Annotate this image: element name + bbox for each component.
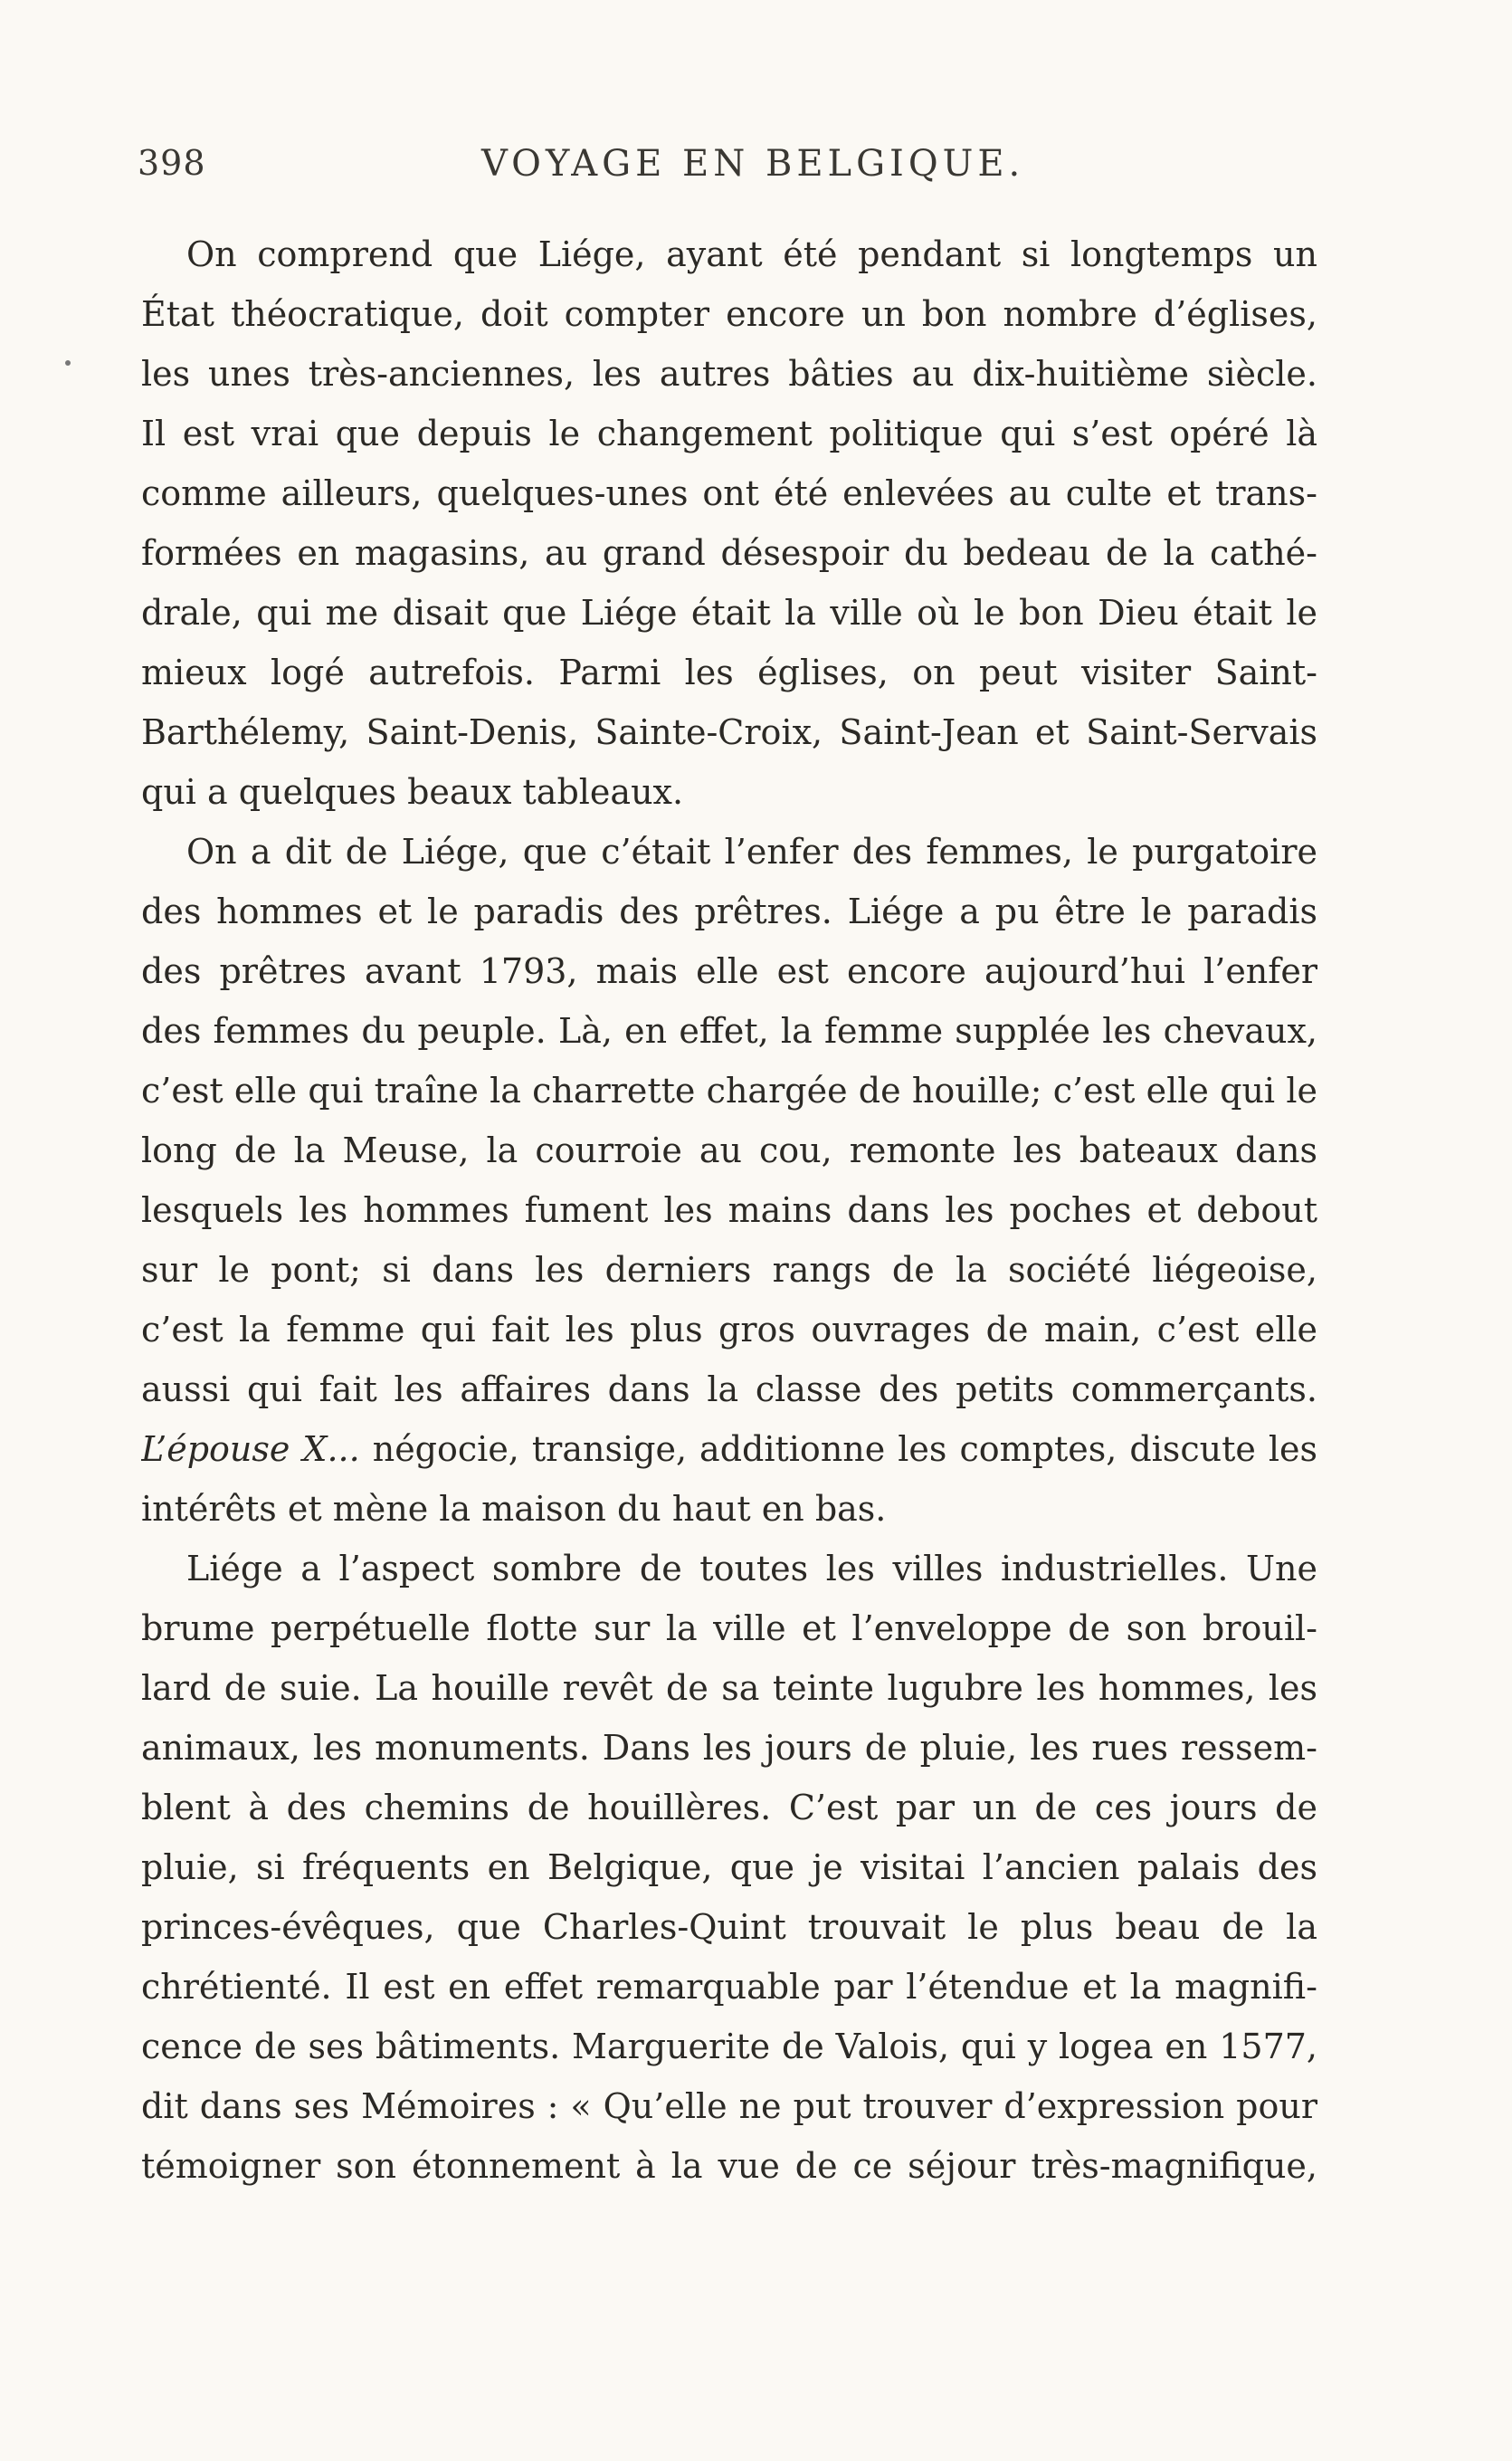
text-line: animaux, les monuments. Dans les jours de pluie, les rues ressem- [141, 1728, 1317, 1768]
text-line: cence de ses bâtiments. Marguerite de Valois, qui y logea en 1577, [141, 2027, 1317, 2066]
text-fragment: négocie, transige, additionne les comptes, discute les [359, 1429, 1317, 1469]
page-number: 398 [138, 143, 206, 183]
text-line: mieux logé autrefois. Parmi les églises, on peut visiter Saint- [141, 653, 1317, 692]
text-line: lard de suie. La houille revêt de sa teinte lugubre les hommes, les [141, 1668, 1317, 1708]
paragraph-1 [141, 224, 1317, 822]
text-line: long de la Meuse, la courroie au cou, remonte les bateaux dans [141, 1130, 1317, 1170]
text-line: pluie, si fréquents en Belgique, que je visitai l’ancien palais des [141, 1847, 1317, 1887]
text-line: des hommes et le paradis des prêtres. Liége a pu être le paradis [141, 892, 1317, 931]
page-header [138, 143, 1314, 197]
text-line: État théocratique, doit compter encore un bon nombre d’églises, [141, 294, 1317, 334]
text-line: des femmes du peuple. Là, en effet, la femme supplée les chevaux, [141, 1011, 1317, 1051]
text-line: Il est vrai que depuis le changement politique qui s’est opéré là [141, 414, 1317, 453]
text-line: aussi qui fait les affaires dans la classe des petits commerçants. [141, 1369, 1317, 1409]
text-line: brume perpétuelle flotte sur la ville et l’enveloppe de son brouil- [141, 1608, 1317, 1648]
text-line: c’est elle qui traîne la charrette chargée de houille; c’est elle qui le [141, 1071, 1317, 1111]
running-title: VOYAGE EN BELGIQUE. [481, 143, 1025, 185]
text-line: On a dit de Liége, que c’était l’enfer des femmes, le purgatoire [186, 832, 1317, 872]
text-line: des prêtres avant 1793, mais elle est encore aujourd’hui l’enfer [141, 951, 1317, 991]
text-line: qui a quelques beaux tableaux. [141, 772, 684, 812]
text-line: chrétienté. Il est en effet remarquable par l’étendue et la magnifi- [141, 1967, 1317, 2007]
text-line: formées en magasins, au grand désespoir du bedeau de la cathé- [141, 533, 1317, 573]
text-line: les unes très-anciennes, les autres bâties au dix-huitième siècle. [141, 354, 1317, 394]
body-text [141, 224, 1317, 2196]
text-line [141, 1419, 1317, 1479]
paragraph-2 [141, 822, 1317, 1539]
text-line: lesquels les hommes fument les mains dans les poches et debout [141, 1190, 1317, 1230]
text-line: princes-évêques, que Charles-Quint trouvait le plus beau de la [141, 1907, 1317, 1947]
text-line: On comprend que Liége, ayant été pendant si longtemps un [186, 234, 1317, 274]
text-line: sur le pont; si dans les derniers rangs de la société liégeoise, [141, 1250, 1317, 1290]
text-line: blent à des chemins de houillères. C’est par un de ces jours de [141, 1788, 1317, 1827]
text-line: comme ailleurs, quelques-unes ont été enlevées au culte et trans- [141, 473, 1317, 513]
text-line: Barthélemy, Saint-Denis, Sainte-Croix, Saint-Jean et Saint-Servais [141, 712, 1317, 752]
text-line: Liége a l’aspect sombre de toutes les villes industrielles. Une [186, 1549, 1317, 1588]
text-line: drale, qui me disait que Liége était la ville où le bon Dieu était le [141, 593, 1317, 633]
text-line: c’est la femme qui fait les plus gros ouvrages de main, c’est elle [141, 1310, 1317, 1350]
italic-lead: L’épouse X... [141, 1429, 360, 1469]
text-line: témoigner son étonnement à la vue de ce séjour très-magnifique, [141, 2146, 1317, 2186]
margin-speck [65, 360, 71, 366]
text-line: intérêts et mène la maison du haut en bas. [141, 1489, 887, 1529]
paragraph-3 [141, 1539, 1317, 2196]
text-line: dit dans ses Mémoires : « Qu’elle ne put trouver d’expression pour [141, 2086, 1317, 2126]
